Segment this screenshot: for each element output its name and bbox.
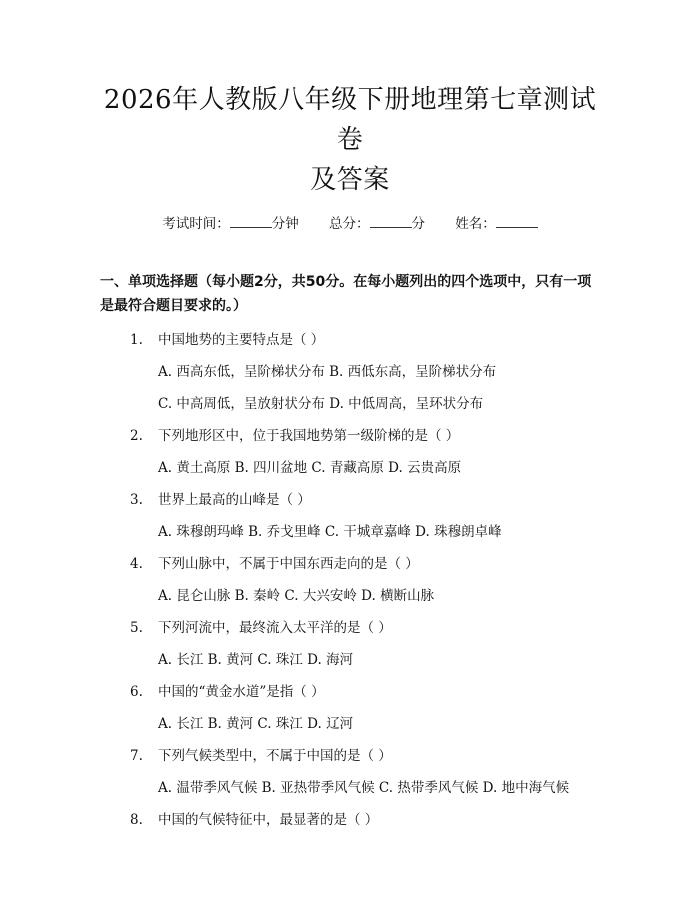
question-text: 中国的气候特征中，最显著的是（ ） — [158, 812, 379, 828]
question-list — [100, 330, 600, 830]
question-number: 2. — [130, 428, 143, 444]
question-item — [130, 490, 600, 510]
answer-options: A. 长江 B. 黄河 C. 珠江 D. 海河 — [158, 652, 354, 668]
time-label: 考试时间： — [162, 216, 230, 232]
question-text: 中国的“黄金水道”是指（ ） — [158, 684, 325, 700]
question-item — [130, 618, 600, 638]
document-title — [100, 0, 600, 200]
exam-meta — [100, 214, 600, 234]
question-item — [130, 554, 600, 574]
name-blank[interactable] — [496, 215, 538, 228]
question-number: 1. — [130, 332, 143, 348]
question-text: 世界上最高的山峰是（ ） — [158, 492, 311, 508]
question-text: 下列河流中，最终流入太平洋的是（ ） — [158, 620, 392, 636]
question-item — [130, 810, 600, 830]
question-item — [130, 746, 600, 766]
question-item — [130, 682, 600, 702]
answer-options: A. 温带季风气候 B. 亚热带季风气候 C. 热带季风气候 D. 地中海气候 — [158, 780, 570, 796]
score-blank[interactable] — [370, 215, 412, 228]
question-item — [130, 330, 600, 350]
question-text: 下列山脉中，不属于中国东西走向的是（ ） — [158, 556, 419, 572]
question-text: 中国地势的主要特点是（ ） — [158, 332, 325, 348]
title-line-1: 2026年人教版八年级下册地理第七章测试卷 — [103, 85, 597, 155]
question-number: 7. — [130, 748, 143, 764]
question-number: 4. — [130, 556, 143, 572]
question-number: 5. — [130, 620, 143, 636]
name-label: 姓名： — [455, 216, 496, 232]
question-text: 下列气候类型中，不属于中国的是（ ） — [158, 748, 392, 764]
section-heading: 一、单项选择题（每小题2分，共50分。在每小题列出的四个选项中，只有一项是最符合题目要求的。） — [100, 274, 592, 314]
score-unit: 分 — [411, 216, 425, 232]
question-number: 8. — [130, 812, 143, 828]
question-text: 下列地形区中，位于我国地势第一级阶梯的是（ ） — [158, 428, 460, 444]
question-number: 6. — [130, 684, 143, 700]
question-number: 3. — [130, 492, 143, 508]
answer-options: A. 珠穆朗玛峰 B. 乔戈里峰 C. 干城章嘉峰 D. 珠穆朗卓峰 — [158, 524, 502, 540]
score-label: 总分： — [329, 216, 370, 232]
answer-options: C. 中高周低，呈放射状分布 D. 中低周高，呈环状分布 — [158, 396, 484, 412]
time-blank[interactable] — [230, 215, 272, 228]
time-unit: 分钟 — [271, 216, 299, 232]
title-line-2: 及答案 — [310, 165, 390, 195]
question-item — [130, 426, 600, 446]
answer-options: A. 黄土高原 B. 四川盆地 C. 青藏高原 D. 云贵高原 — [158, 460, 462, 476]
answer-options: A. 长江 B. 黄河 C. 珠江 D. 辽河 — [158, 716, 354, 732]
answer-options: A. 西高东低，呈阶梯状分布 B. 西低东高，呈阶梯状分布 — [158, 364, 497, 380]
answer-options: A. 昆仑山脉 B. 秦岭 C. 大兴安岭 D. 横断山脉 — [158, 588, 435, 604]
